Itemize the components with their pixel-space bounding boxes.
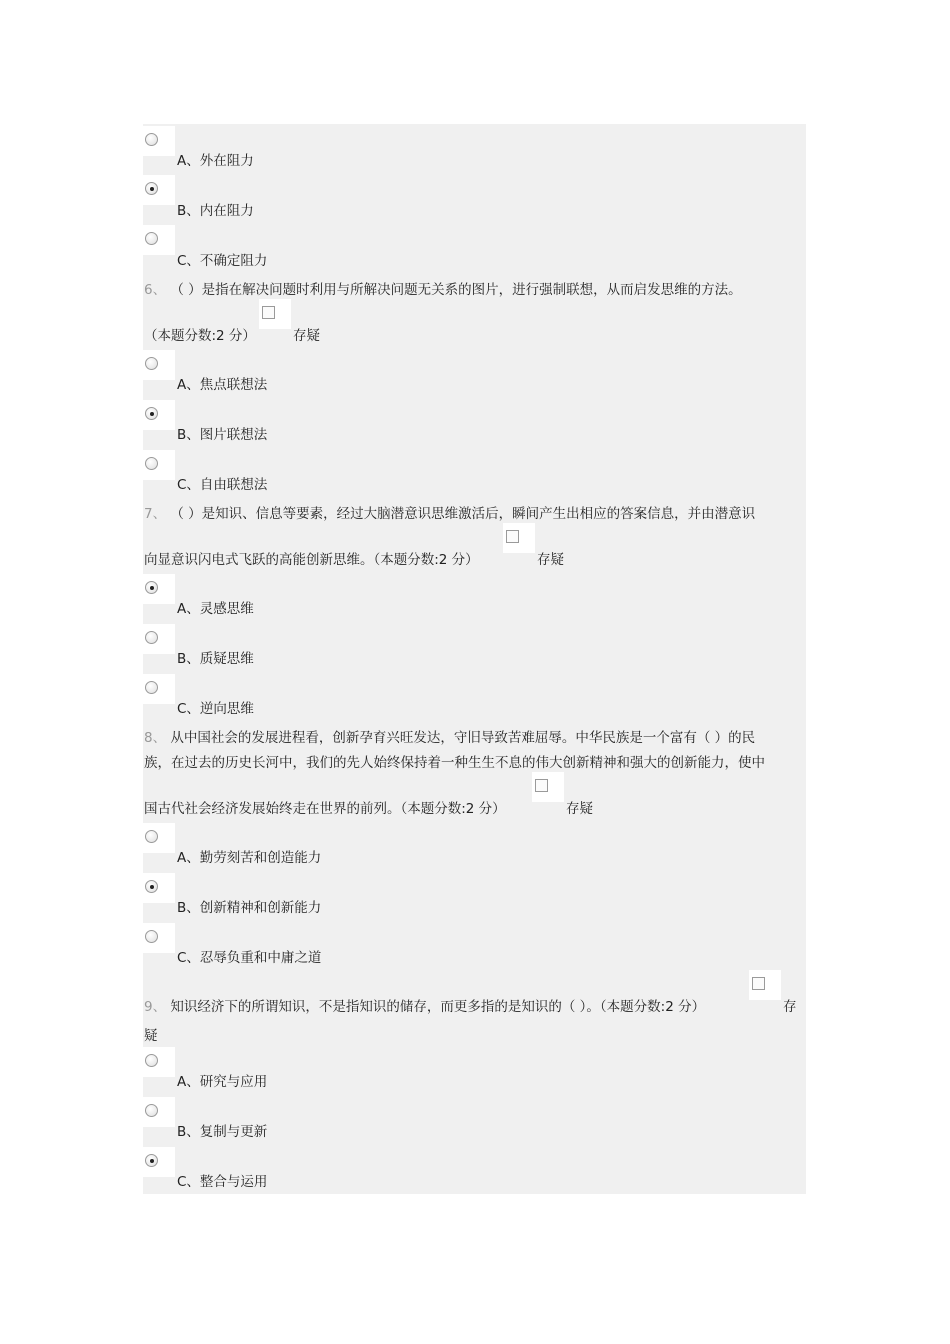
- q7-doubt-label: 存疑: [537, 552, 564, 568]
- q8-doubt-label: 存疑: [566, 801, 593, 817]
- q8-doubt-checkbox[interactable]: [532, 772, 564, 802]
- q9-option-c: C、整合与运用: [177, 1174, 268, 1190]
- q6-score: （本题分数:2 分）: [144, 328, 256, 344]
- radio-selected-icon: [145, 182, 158, 195]
- q8-radio-b[interactable]: [143, 873, 175, 903]
- q7-option-a: A、灵感思维: [177, 601, 254, 617]
- radio-selected-icon: [145, 407, 158, 420]
- q5-radio-c[interactable]: [143, 225, 175, 255]
- q9-doubt-label-a: 存: [783, 999, 797, 1015]
- q8-text-line1: 8、 从中国社会的发展进程看，创新孕育兴旺发达，守旧导致苦难屈辱。中华民族是一个富有（ ）的民: [144, 730, 756, 746]
- q9-radio-b[interactable]: [143, 1097, 175, 1127]
- radio-icon: [145, 133, 158, 146]
- q6-radio-a[interactable]: [143, 350, 175, 380]
- q6-option-b: B、图片联想法: [177, 427, 268, 443]
- q5-option-c: C、不确定阻力: [177, 253, 268, 269]
- q7-doubt-checkbox[interactable]: [503, 523, 535, 553]
- radio-icon: [145, 232, 158, 245]
- q7-radio-c[interactable]: [143, 674, 175, 704]
- q7-number: 7、: [144, 506, 167, 522]
- q8-number: 8、: [144, 730, 167, 746]
- checkbox-icon: [262, 306, 275, 319]
- checkbox-icon: [752, 977, 765, 990]
- q7-text-line1: 7、 （ ）是知识、信息等要素，经过大脑潜意识思维激活后，瞬间产生出相应的答案信息，并由潜意识: [144, 506, 756, 522]
- q6-radio-b[interactable]: [143, 400, 175, 430]
- q6-text: 6、 （ ）是指在解决问题时利用与所解决问题无关系的图片，进行强制联想，从而启发思维的方法。: [144, 282, 742, 298]
- q5-radio-a[interactable]: [143, 126, 175, 156]
- radio-icon: [145, 930, 158, 943]
- radio-icon: [145, 457, 158, 470]
- checkbox-icon: [506, 530, 519, 543]
- q7-radio-a[interactable]: [143, 574, 175, 604]
- q6-radio-c[interactable]: [143, 450, 175, 480]
- q8-option-b: B、创新精神和创新能力: [177, 900, 322, 916]
- q8-text-line3: 国古代社会经济发展始终走在世界的前列。（本题分数:2 分）: [144, 801, 506, 817]
- radio-selected-icon: [145, 880, 158, 893]
- q8-text-line2: 族，在过去的历史长河中，我们的先人始终保持着一种生生不息的伟大创新精神和强大的创新能力，使中: [144, 755, 765, 771]
- q9-number: 9、: [144, 999, 167, 1015]
- q9-doubt-label-b: 疑: [144, 1028, 158, 1044]
- radio-icon: [145, 1054, 158, 1067]
- q6-option-a: A、焦点联想法: [177, 377, 268, 393]
- radio-selected-icon: [145, 1154, 158, 1167]
- radio-selected-icon: [145, 581, 158, 594]
- q9-radio-a[interactable]: [143, 1047, 175, 1077]
- q8-radio-a[interactable]: [143, 823, 175, 853]
- q7-text-line2: 向显意识闪电式飞跃的高能创新思维。（本题分数:2 分）: [144, 552, 479, 568]
- radio-icon: [145, 1104, 158, 1117]
- radio-icon: [145, 681, 158, 694]
- radio-icon: [145, 830, 158, 843]
- q9-option-b: B、复制与更新: [177, 1124, 268, 1140]
- q6-option-c: C、自由联想法: [177, 477, 268, 493]
- q9-doubt-checkbox[interactable]: [749, 970, 781, 1000]
- q6-number: 6、: [144, 282, 167, 298]
- q8-radio-c[interactable]: [143, 923, 175, 953]
- q8-option-c: C、忍辱负重和中庸之道: [177, 950, 322, 966]
- q9-text: 9、 知识经济下的所谓知识，不是指知识的储存，而更多指的是知识的（ ）。（本题分数:2 分）: [144, 999, 706, 1015]
- q9-radio-c[interactable]: [143, 1147, 175, 1177]
- q5-option-b: B、内在阻力: [177, 203, 254, 219]
- q5-option-a: A、外在阻力: [177, 153, 254, 169]
- radio-icon: [145, 631, 158, 644]
- q6-doubt-checkbox[interactable]: [259, 299, 291, 329]
- q9-option-a: A、研究与应用: [177, 1074, 268, 1090]
- q7-radio-b[interactable]: [143, 624, 175, 654]
- q6-doubt-label: 存疑: [293, 328, 320, 344]
- q7-option-b: B、质疑思维: [177, 651, 254, 667]
- q8-option-a: A、勤劳刻苦和创造能力: [177, 850, 322, 866]
- checkbox-icon: [535, 779, 548, 792]
- q7-option-c: C、逆向思维: [177, 701, 254, 717]
- q5-radio-b[interactable]: [143, 175, 175, 205]
- radio-icon: [145, 357, 158, 370]
